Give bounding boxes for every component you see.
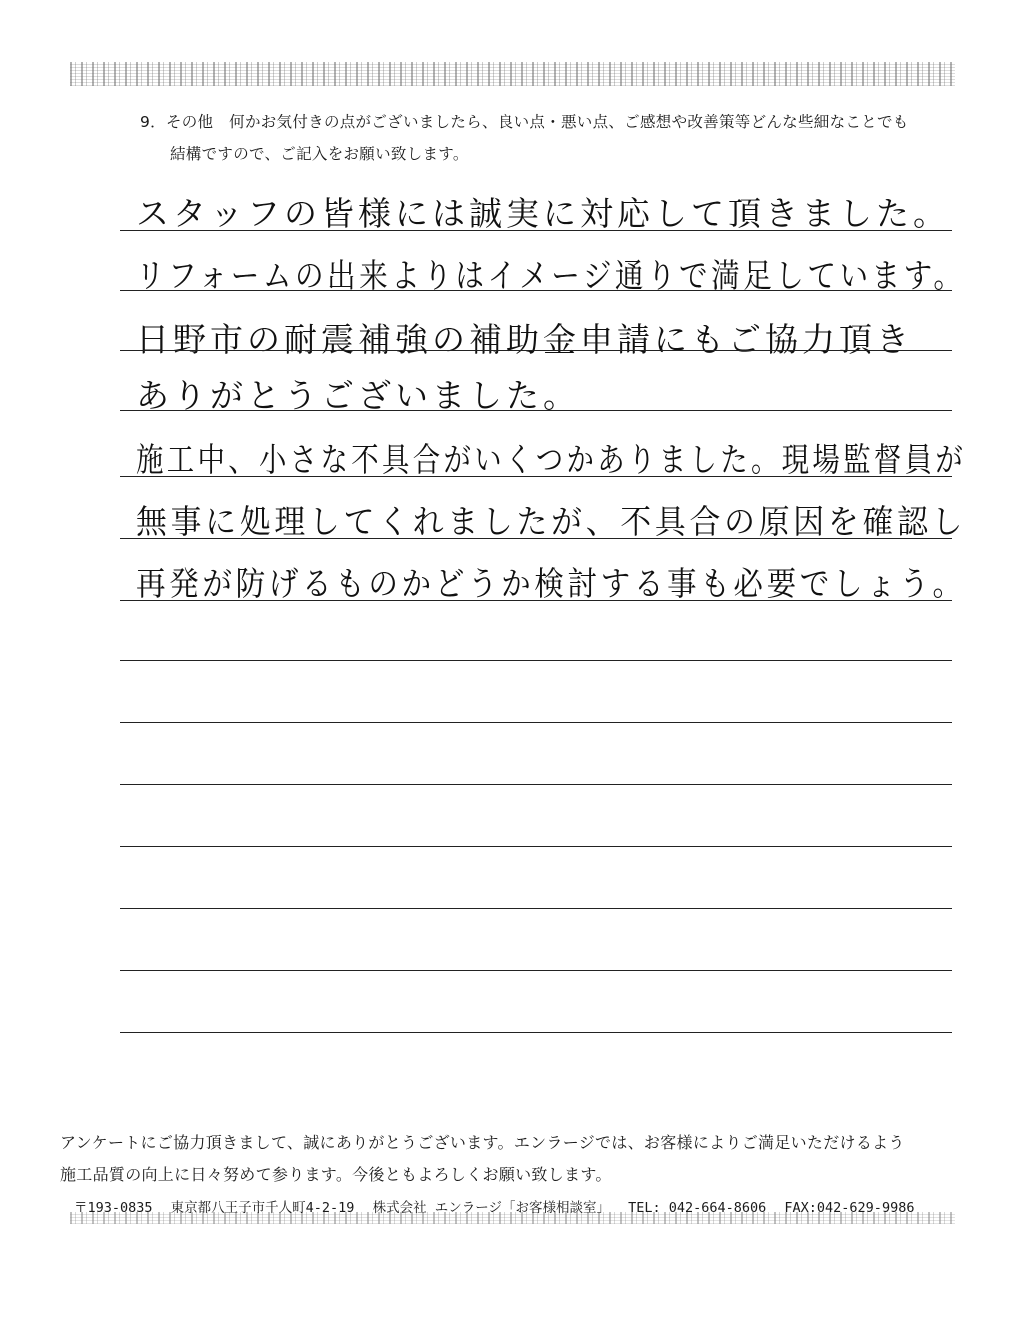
writing-rule xyxy=(120,476,952,477)
company-name: 株式会社 エンラージ「お客様相談室」 xyxy=(372,1200,610,1216)
telephone: TEL: 042-664-8606 xyxy=(628,1200,767,1216)
scan-noise-top xyxy=(70,62,955,86)
writing-rule xyxy=(120,538,952,539)
writing-rule xyxy=(120,350,952,351)
writing-rule xyxy=(120,410,952,411)
writing-rule xyxy=(120,660,952,661)
answer-line-7: 再発が防げるものかどうか検討する事も必要でしょう。 xyxy=(136,564,966,603)
answer-line-5: 施工中、小さな不具合がいくつかありました。現場監督員が xyxy=(136,440,967,479)
answer-line-3: 日野市の耐震補強の補助金申請にもご協力頂き xyxy=(136,320,913,359)
address: 東京都八王子市千人町4-2-19 xyxy=(170,1200,355,1216)
writing-rule xyxy=(120,908,952,909)
answer-line-1: スタッフの皆様には誠実に対応して頂きました。 xyxy=(136,194,950,233)
answer-line-4: ありがとうございました。 xyxy=(136,376,580,415)
writing-rule xyxy=(120,784,952,785)
writing-rule xyxy=(120,722,952,723)
scan-noise-bottom xyxy=(70,1212,955,1224)
writing-rule xyxy=(120,230,952,231)
question-text-line-1: 9．その他 何かお気付きの点がございましたら、良い点・悪い点、ご感想や改善策等どんな些細なことでも xyxy=(140,113,909,131)
answer-line-6: 無事に処理してくれましたが、不具合の原因を確認し xyxy=(136,502,967,541)
question-text-line-2: 結構ですので、ご記入をお願い致します。 xyxy=(170,145,469,163)
writing-rule xyxy=(120,600,952,601)
answer-line-2: リフォームの出来よりはイメージ通りで満足しています。 xyxy=(136,256,966,295)
writing-rule xyxy=(120,846,952,847)
fax: FAX:042-629-9986 xyxy=(784,1200,915,1216)
postal-code: 〒193-0835 xyxy=(74,1200,153,1216)
footer-message-line-1: アンケートにご協力頂きまして、誠にありがとうございます。エンラージでは、お客様によりご満足いただけるよう xyxy=(60,1133,905,1152)
writing-rule xyxy=(120,1032,952,1033)
footer-message-line-2: 施工品質の向上に日々努めて参ります。今後ともよろしくお願い致します。 xyxy=(60,1165,612,1184)
writing-rule xyxy=(120,970,952,971)
writing-rule xyxy=(120,290,952,291)
